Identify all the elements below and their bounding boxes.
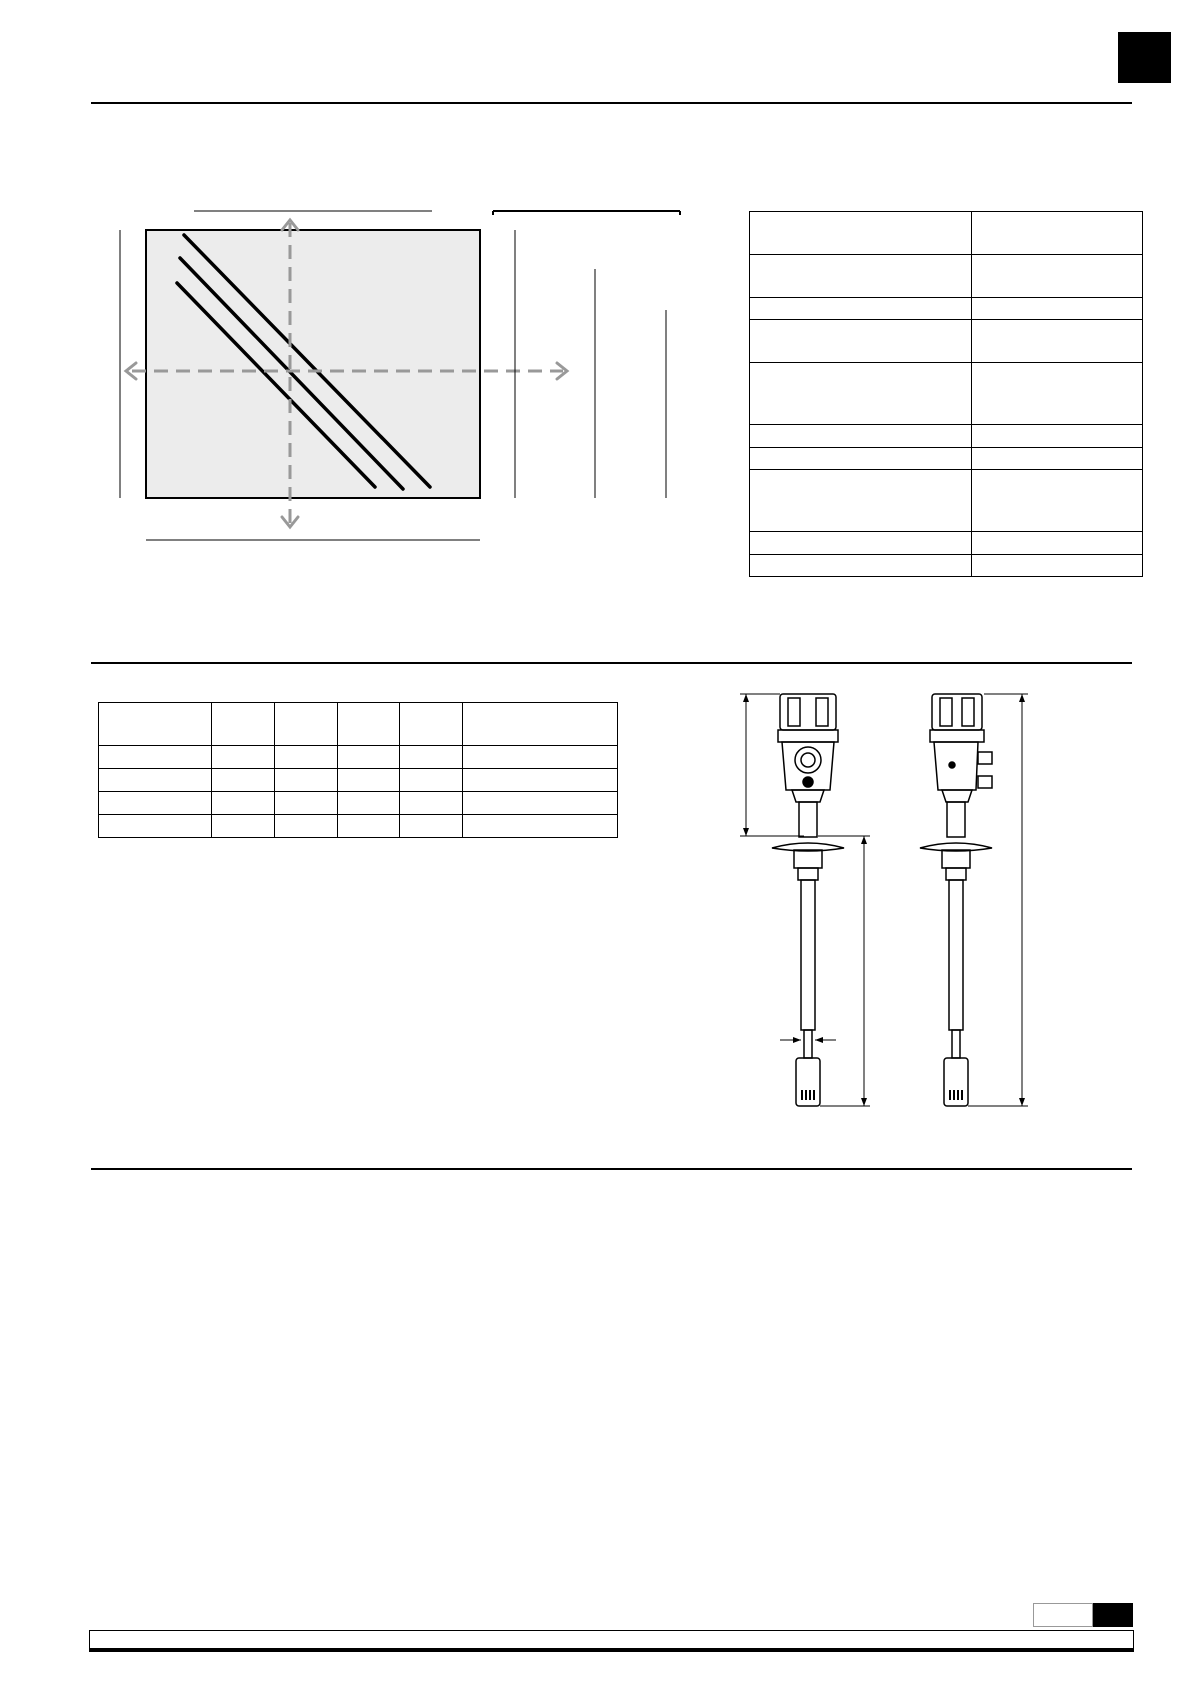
specs-cell	[972, 555, 1143, 577]
specs-cell	[750, 363, 972, 425]
pump-front-view	[772, 694, 844, 1106]
footer-bar	[89, 1630, 1134, 1652]
page-tab-marker	[1093, 1603, 1133, 1627]
specs-cell	[972, 470, 1143, 532]
specs-cell	[972, 320, 1143, 363]
specs-cell	[972, 212, 1143, 255]
performance-chart	[100, 195, 700, 555]
specs-cell	[750, 470, 972, 532]
top-rule	[91, 102, 1132, 104]
corner-tab	[1118, 32, 1171, 83]
specs-cell	[750, 555, 972, 577]
specs-cell	[972, 448, 1143, 470]
specs-table	[749, 211, 1143, 577]
specs-cell	[750, 425, 972, 448]
dim-header-cell	[400, 703, 463, 746]
dim-header-cell	[463, 703, 618, 746]
dimensions-table	[98, 702, 618, 838]
dim-header-cell	[99, 703, 212, 746]
right-axes	[515, 230, 666, 498]
dim-header-cell	[211, 703, 274, 746]
section-rule-1	[91, 662, 1132, 664]
dim-header-cell	[337, 703, 400, 746]
specs-cell	[972, 363, 1143, 425]
plot-area	[146, 230, 480, 498]
specs-cell	[750, 320, 972, 363]
specs-cell	[750, 532, 972, 555]
specs-cell	[972, 298, 1143, 320]
pump-drawing	[720, 690, 1060, 1130]
pump-side-view	[920, 694, 992, 1106]
specs-cell	[750, 255, 972, 298]
specs-cell	[750, 298, 972, 320]
specs-cell	[972, 425, 1143, 448]
section-rule-2	[91, 1168, 1132, 1170]
dim-header-cell	[274, 703, 337, 746]
specs-cell	[750, 448, 972, 470]
specs-cell	[750, 212, 972, 255]
page-tab	[1033, 1603, 1093, 1627]
specs-cell	[972, 532, 1143, 555]
specs-cell	[972, 255, 1143, 298]
